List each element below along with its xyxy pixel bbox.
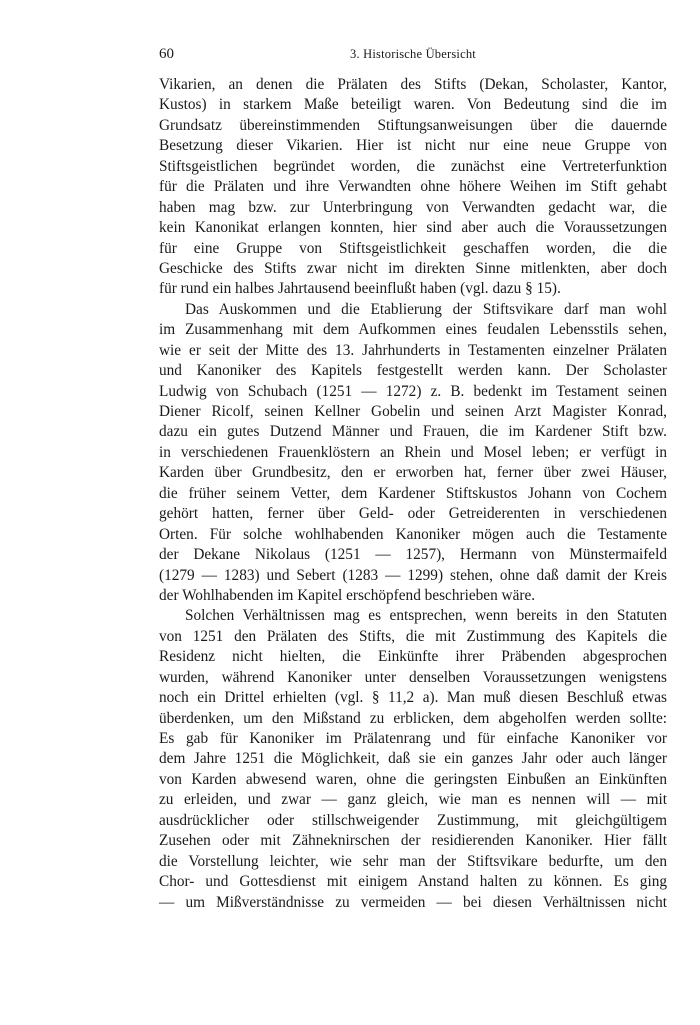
running-head [159, 44, 667, 66]
text-line: für rund ein halbes Jahrtausend beeinflußt haben (vgl. dazu § 15). [159, 280, 561, 298]
text-line: in verschiedenen Frauenklöstern an Rhein und Mosel leben; er verfügt in [159, 443, 667, 461]
text-line: haben mag bzw. zur Unterbringung von Verwandten gedacht war, die [159, 198, 667, 216]
text-line: und Kanoniker des Kapitels festgestellt werden kann. Der Scholaster [159, 362, 667, 380]
text-line: Orten. Für solche wohlhabenden Kanoniker mögen auch die Testamente [159, 525, 667, 543]
text-line: Solchen Verhältnissen mag es entsprechen, wenn bereits in den Statuten [185, 607, 667, 625]
text-line: dem Jahre 1251 die Möglichkeit, daß sie ein ganzes Jahr oder auch länger [159, 750, 667, 768]
text-line: Besetzung dieser Vikarien. Hier ist nicht nur eine neue Gruppe von [159, 137, 667, 155]
text-line: von 1251 den Prälaten des Stifts, die mit Zustimmung des Kapitels die [159, 627, 667, 645]
text-line: Vikarien, an denen die Prälaten des Stifts (Dekan, Scholaster, Kantor, [159, 76, 667, 93]
text-line: noch ein Drittel erhielten (vgl. § 11,2 a). Man muß diesen Beschluß etwas [159, 689, 667, 707]
text-line: im Zusammenhang mit dem Aufkommen eines feudalen Lebensstils sehen, [159, 321, 667, 339]
text-line: wie er seit der Mitte des 13. Jahrhunderts in Testamenten einzelner Prälaten [159, 341, 667, 359]
text-line: (1279 — 1283) und Sebert (1283 — 1299) stehen, ohne daß damit der Kreis [159, 566, 667, 584]
text-line: Grundsatz übereinstimmenden Stiftungsanweisungen über die dauernde [159, 116, 667, 134]
running-title: 3. Historische Übersicht [350, 47, 476, 61]
text-line: Residenz nicht hielten, die Einkünfte ihrer Präbenden abgesprochen [159, 648, 667, 666]
text-line: Das Auskommen und die Etablierung der Stiftsvikare darf man wohl [185, 300, 667, 318]
text-line: zu erleiden, und zwar — ganz gleich, wie man es nennen will — mit [159, 791, 667, 809]
text-line: Chor- und Gottesdienst mit einigem Anstand halten zu können. Es ging [159, 873, 667, 891]
text-line: dazu ein gutes Dutzend Männer und Frauen, die im Kardener Stift bzw. [159, 423, 667, 441]
text-line: wurden, während Kanoniker unter denselben Voraussetzungen wenigstens [159, 668, 667, 686]
text-line: überdenken, um den Mißstand zu erblicken, dem abgeholfen werden sollte: [159, 709, 667, 727]
text-line: der Wohlhabenden im Kapitel erschöpfend beschrieben wäre. [159, 586, 536, 604]
text-line: Karden über Grundbesitz, den er erworben hat, ferner über zwei Häuser, [159, 464, 667, 482]
text-line: Kustos) in starkem Maße beteiligt waren. Von Bedeutung sind die im [159, 96, 667, 114]
text-line: Diener Ricolf, seinen Kellner Gobelin und seinen Arzt Magister Konrad, [159, 403, 667, 420]
text-line: kein Kanonikat erlangen konnten, hier sind aber auch die Voraussetzungen [159, 219, 667, 237]
text-line: ausdrücklicher oder stillschweigender Zustimmung, mit gleichgültigem [159, 811, 667, 829]
text-line: Zusehen oder mit Zähneknirschen der residierenden Kanoniker. Hier fällt [159, 832, 667, 850]
text-line: gehört hatten, ferner über Geld- oder Getreiderenten in verschiedenen [159, 505, 667, 523]
body-text [159, 75, 667, 913]
page-number: 60 [159, 46, 174, 62]
text-line: die Vorstellung leichter, wie sehr man der Stiftsvikare bedurfte, um den [159, 852, 667, 870]
text-line: die früher seinem Vetter, dem Kardener Stiftskustos Johann von Cochem [159, 484, 667, 502]
text-line: der Dekane Nikolaus (1251 — 1257), Hermann von Münstermaifeld [159, 546, 667, 564]
text-line: — um Mißverständnisse zu vermeiden — bei diesen Verhältnissen nicht [159, 893, 667, 911]
text-line: für eine Gruppe von Stiftsgeistlichkeit geschaffen worden, die die [159, 239, 667, 257]
text-line: Ludwig von Schubach (1251 — 1272) z. B. bedenkt im Testament seinen [159, 382, 667, 400]
text-line: für die Prälaten und ihre Verwandten ohne höhere Weihen im Stift gehabt [159, 178, 667, 196]
text-line: von Karden abwesend waren, ohne die geringsten Einbußen an Einkünften [159, 770, 667, 788]
text-line: Stiftsgeistlichen begründet worden, die zunächst eine Vertreterfunktion [159, 157, 667, 175]
text-line: Es gab für Kanoniker im Prälatenrang und für einfache Kanoniker vor [159, 730, 667, 747]
text-line: Geschicke des Stifts zwar nicht im direkten Sinne mitlenkten, aber doch [159, 259, 667, 277]
